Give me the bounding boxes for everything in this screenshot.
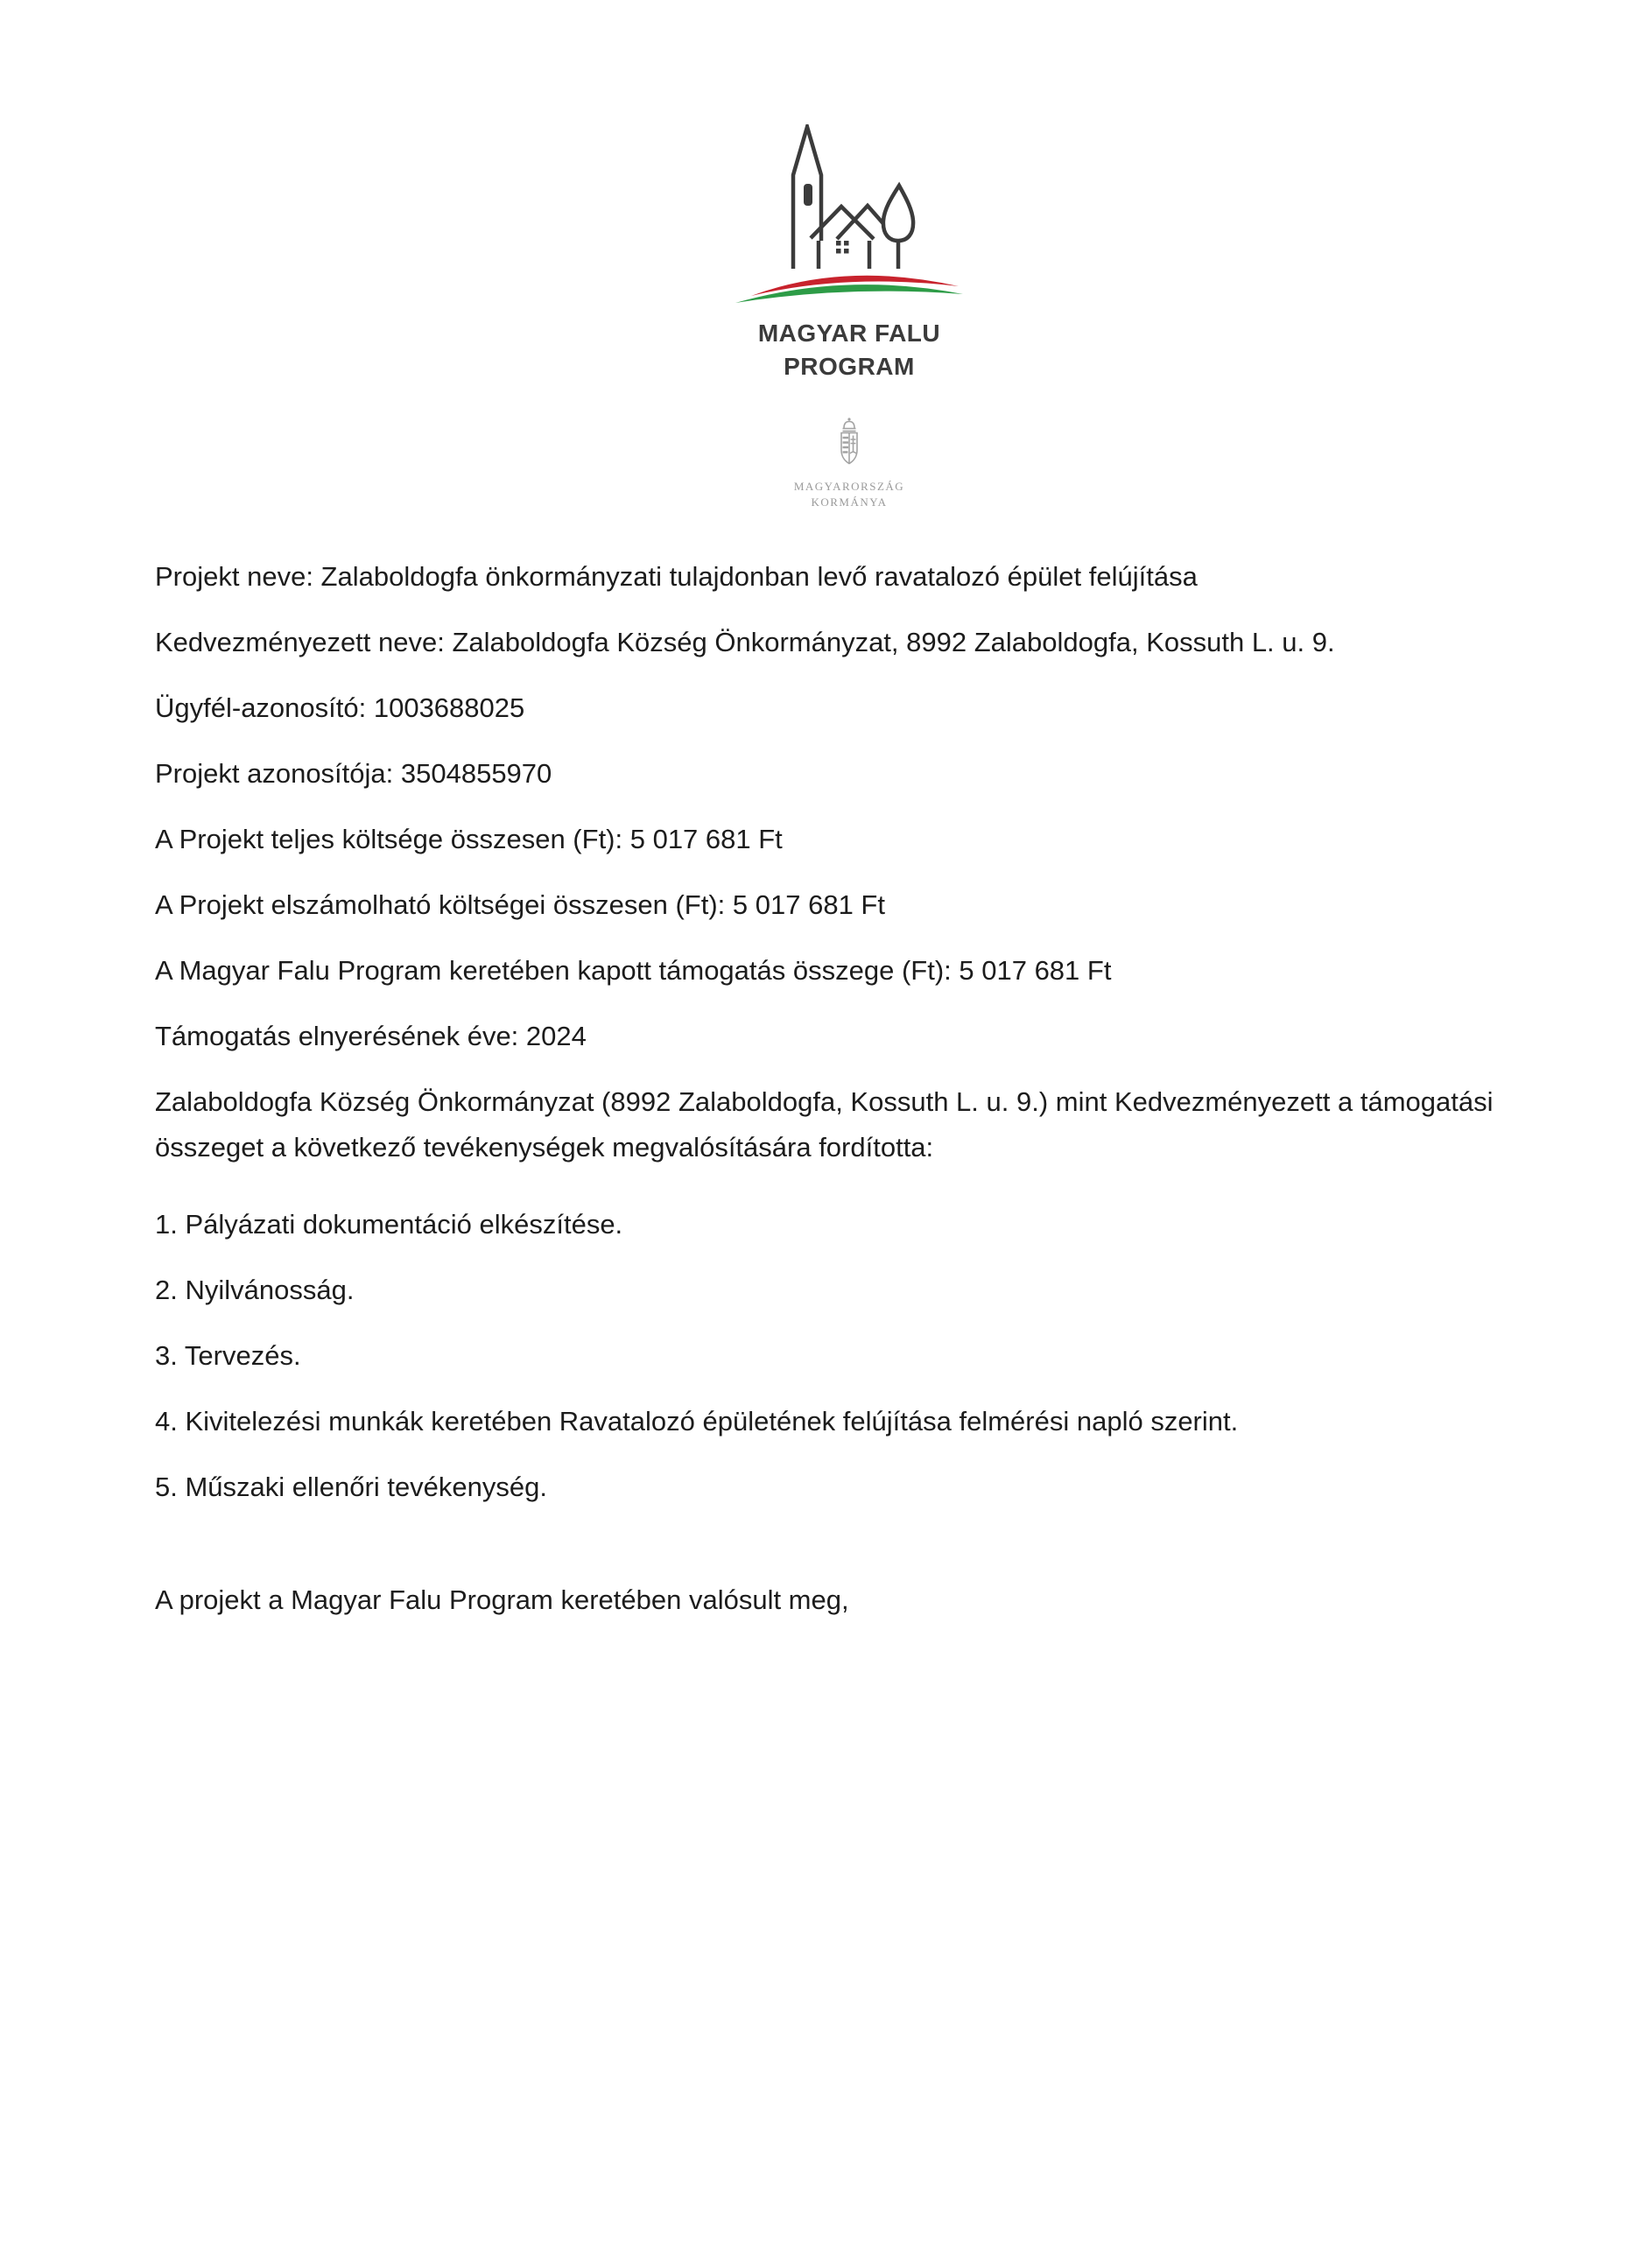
green-arc-icon bbox=[735, 285, 963, 303]
beneficiary-name-line: Kedvezményezett neve: Zalaboldogfa Község Önkormányzat, 8992 Zalaboldogfa, Kossuth L. u. 9. bbox=[155, 627, 1335, 657]
activity-item-3: 3. Tervezés. bbox=[155, 1340, 301, 1371]
village-illustration-icon bbox=[734, 124, 965, 305]
government-logo bbox=[718, 417, 981, 510]
government-logo-line2: KORMÁNYA bbox=[811, 495, 888, 509]
activity-item-1: 1. Pályázati dokumentáció elkészítése. bbox=[155, 1209, 623, 1240]
beneficiary-statement: Zalaboldogfa Község Önkormányzat (8992 Zalaboldogfa, Kossuth L. u. 9.) mint Kedvezményezett a támogatási összeget a következő tevékenységek megvalósítására fordította: bbox=[155, 1086, 1494, 1163]
tree-icon bbox=[883, 186, 913, 241]
activity-item-2: 2. Nyilvánosság. bbox=[155, 1275, 355, 1305]
activity-item-5: 5. Műszaki ellenőri tevékenység. bbox=[155, 1472, 548, 1502]
mfp-logo-title-line2: PROGRAM bbox=[784, 353, 915, 380]
mfp-logo-title-line1: MAGYAR FALU bbox=[757, 320, 941, 347]
grant-year-line: Támogatás elnyerésének éve: 2024 bbox=[155, 1021, 587, 1051]
church-window-icon bbox=[804, 184, 812, 206]
hungary-coat-of-arms-icon bbox=[834, 417, 864, 473]
closing-line: A projekt a Magyar Falu Program keretében valósult meg, bbox=[155, 1584, 849, 1615]
client-id-line: Ügyfél-azonosító: 1003688025 bbox=[155, 692, 525, 723]
grant-amount-line: A Magyar Falu Program keretében kapott támogatás összege (Ft): 5 017 681 Ft bbox=[155, 955, 1112, 986]
project-id-line: Projekt azonosítója: 3504855970 bbox=[155, 758, 552, 789]
mfp-logo bbox=[734, 124, 965, 383]
government-logo-line1: MAGYARORSZÁG bbox=[793, 480, 905, 493]
eligible-cost-line: A Projekt elszámolható költségei összesen (Ft): 5 017 681 Ft bbox=[155, 889, 885, 920]
project-name-line: Projekt neve: Zalaboldogfa önkormányzati tulajdonban levő ravatalozó épület felújítása bbox=[155, 561, 1198, 592]
document-body bbox=[155, 554, 1503, 1623]
activity-item-4: 4. Kivitelezési munkák keretében Ravatalozó épületének felújítása felmérési napló szerint. bbox=[155, 1406, 1239, 1437]
total-cost-line: A Projekt teljes költsége összesen (Ft): 5 017 681 Ft bbox=[155, 824, 783, 854]
